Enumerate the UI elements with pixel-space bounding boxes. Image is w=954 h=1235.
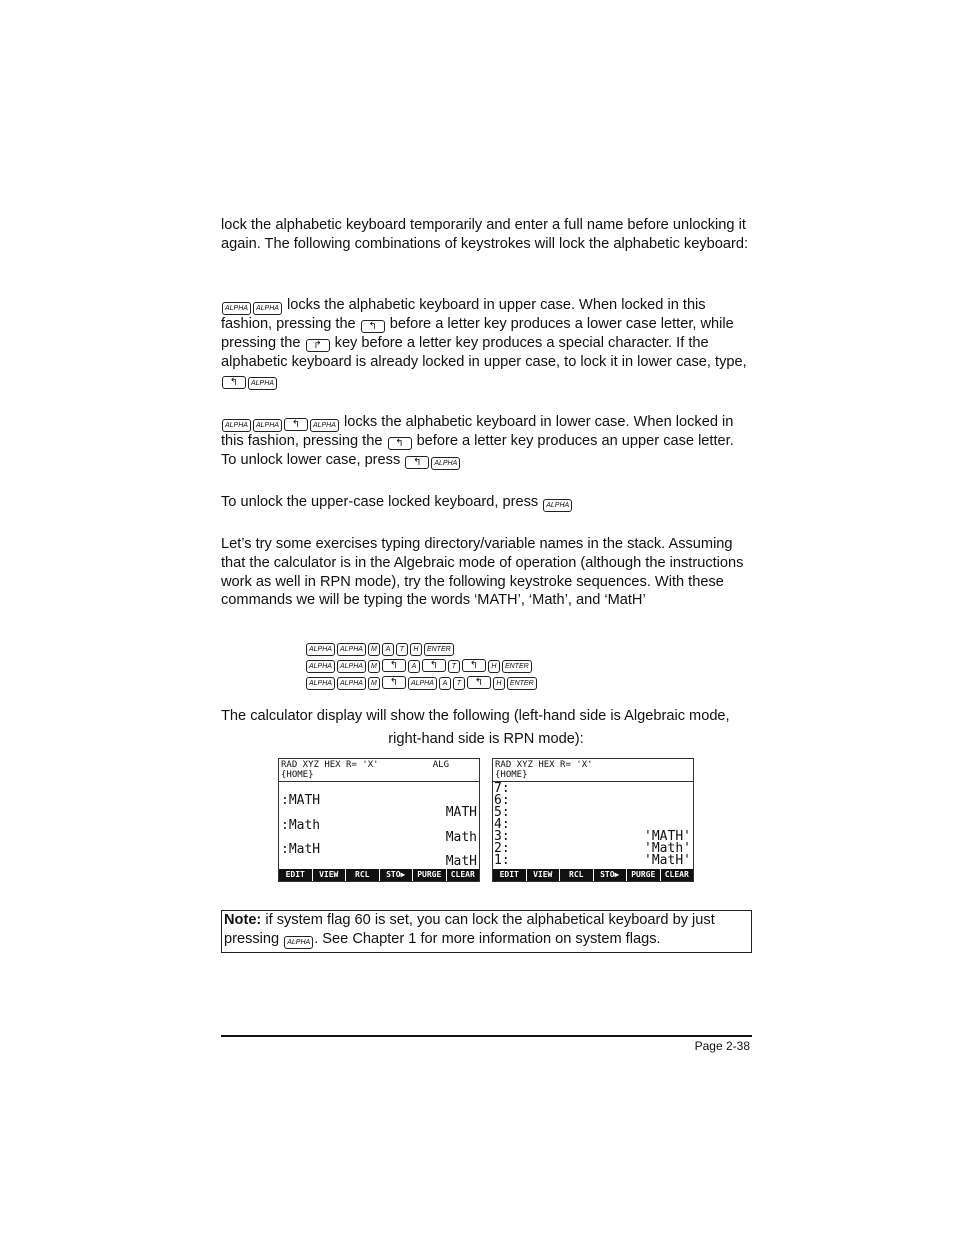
m-key: M [368, 643, 380, 656]
stack-level: 6: [494, 793, 510, 808]
history-output: MATH [445, 805, 477, 820]
history-input: :Math [281, 818, 321, 833]
rpn-mode-screen [492, 758, 694, 882]
a-key: A [439, 677, 451, 690]
alpha-key: ALPHA [222, 302, 251, 315]
right-shift-key: ↱ [306, 339, 330, 352]
softkey-purge: PURGE [413, 869, 446, 881]
keystroke-sequence-math-lower [305, 654, 533, 670]
enter-key: ENTER [507, 677, 537, 690]
left-shift-key: ↰ [422, 659, 446, 672]
current-directory: {HOME} [495, 770, 528, 780]
left-shift-key: ↰ [462, 659, 486, 672]
alpha-key: ALPHA [543, 499, 572, 512]
softkey-clear: CLEAR [661, 869, 694, 881]
a-key: A [408, 660, 420, 673]
softkey-view: VIEW [313, 869, 346, 881]
enter-key: ENTER [502, 660, 532, 673]
softkey-view: VIEW [527, 869, 560, 881]
a-key: A [382, 643, 394, 656]
softkey-rcl: RCL [560, 869, 593, 881]
note-text: . See Chapter 1 for more information on system flags. [314, 931, 661, 947]
alpha-key: ALPHA [284, 936, 313, 949]
keystroke-sequence-math-mixed [305, 671, 538, 687]
softkey-edit: EDIT [279, 869, 312, 881]
display-caption-line2: right-hand side is RPN mode): [388, 731, 584, 747]
footer-rule [221, 1035, 752, 1037]
t-key: T [453, 677, 465, 690]
t-key: T [396, 643, 408, 656]
stack-value: 'MATH' [644, 829, 691, 844]
intro-paragraph: lock the alphabetic keyboard temporarily and enter a full name before unlocking it again. The following combinations of keystrokes will lock the alphabetic keyboard: [221, 217, 749, 252]
keystroke-sequence-math [305, 637, 455, 653]
stack-level: 5: [494, 805, 510, 820]
status-line: RAD XYZ HEX R= 'X' [495, 760, 593, 770]
status-line: RAD XYZ HEX R= 'X' [281, 760, 379, 770]
stack-level: 4: [494, 817, 510, 832]
h-key: H [410, 643, 422, 656]
stack-value: 'Math' [644, 841, 691, 856]
alpha-key: ALPHA [253, 419, 282, 432]
alpha-key: ALPHA [337, 643, 366, 656]
m-key: M [368, 677, 380, 690]
header-divider [493, 781, 693, 782]
h-key: H [493, 677, 505, 690]
softkey-purge: PURGE [627, 869, 660, 881]
alpha-key: ALPHA [431, 457, 460, 470]
display-caption-line1: The calculator display will show the following (left-hand side is Algebraic mode, [221, 708, 730, 724]
alpha-key: ALPHA [337, 677, 366, 690]
softkey-clear: CLEAR [447, 869, 480, 881]
history-output: MatH [445, 854, 477, 869]
alpha-key: ALPHA [306, 660, 335, 673]
history-input: :MatH [281, 842, 321, 857]
lower-lock-paragraph: ALPHA ALPHA ↰ ALPHA locks the alphabetic keyboard in lower case. When locked in this fashion, pressing the ↰ before a letter key produces an upper case letter. To unlock lower case, press ↰ ALPHA [221, 414, 734, 468]
softkey-sto: STO▶ [594, 869, 627, 881]
left-shift-key: ↰ [361, 320, 385, 333]
alpha-key: ALPHA [306, 643, 335, 656]
history-output: Math [445, 830, 477, 845]
t-key: T [448, 660, 460, 673]
stack-level: 1: [494, 853, 510, 868]
unlock-upper-paragraph: To unlock the upper-case locked keyboard, press ALPHA [221, 493, 751, 512]
mode-indicator: ALG [432, 760, 449, 770]
algebraic-mode-screen [278, 758, 480, 882]
h-key: H [488, 660, 500, 673]
softkey-sto: STO▶ [380, 869, 413, 881]
stack-level: 7: [494, 781, 510, 796]
left-shift-key: ↰ [222, 376, 246, 389]
enter-key: ENTER [424, 643, 454, 656]
stack-level: 2: [494, 841, 510, 856]
note-box [221, 910, 752, 953]
note-label: Note: [224, 912, 262, 928]
stack-level: 3: [494, 829, 510, 844]
m-key: M [368, 660, 380, 673]
page-number: Page 2-38 [694, 1039, 750, 1053]
softkey-edit: EDIT [493, 869, 526, 881]
softkey-rcl: RCL [346, 869, 379, 881]
left-shift-key: ↰ [382, 676, 406, 689]
softkey-menu [493, 869, 693, 881]
alpha-key: ALPHA [306, 677, 335, 690]
current-directory: {HOME} [281, 770, 314, 780]
alpha-key: ALPHA [310, 419, 339, 432]
alpha-key: ALPHA [253, 302, 282, 315]
softkey-menu [279, 869, 479, 881]
left-shift-key: ↰ [388, 437, 412, 450]
exercise-paragraph: Let’s try some exercises typing directory/variable names in the stack. Assuming that the calculator is in the Algebraic mode of operation (although the instructions work as well in RPN mode), try the following keystroke sequences. With these commands we will be typing the words ‘MATH’, ‘Math’, and ‘MatH’ [221, 536, 744, 609]
alpha-key: ALPHA [248, 377, 277, 390]
note-text: if system flag 60 is set, you can lock the alphabetical keyboard by just pressing [224, 912, 715, 947]
stack-value: 'MatH' [644, 853, 691, 868]
left-shift-key: ↰ [382, 659, 406, 672]
left-shift-key: ↰ [405, 456, 429, 469]
header-divider [279, 781, 479, 782]
left-shift-key: ↰ [284, 418, 308, 431]
upper-lock-paragraph: ALPHA ALPHA locks the alphabetic keyboard in upper case. When locked in this fashion, pressing the ↰ before a letter key produces a lower case letter, while pressing the ↱ key before a letter key produces a special character. If the alphabetic keyboard is already locked in upper case, to lock it in lower case, type, ↰ ALPHA [221, 297, 747, 389]
left-shift-key: ↰ [467, 676, 491, 689]
alpha-key: ALPHA [337, 660, 366, 673]
history-input: :MATH [281, 793, 321, 808]
alpha-key: ALPHA [408, 677, 437, 690]
alpha-key: ALPHA [222, 419, 251, 432]
